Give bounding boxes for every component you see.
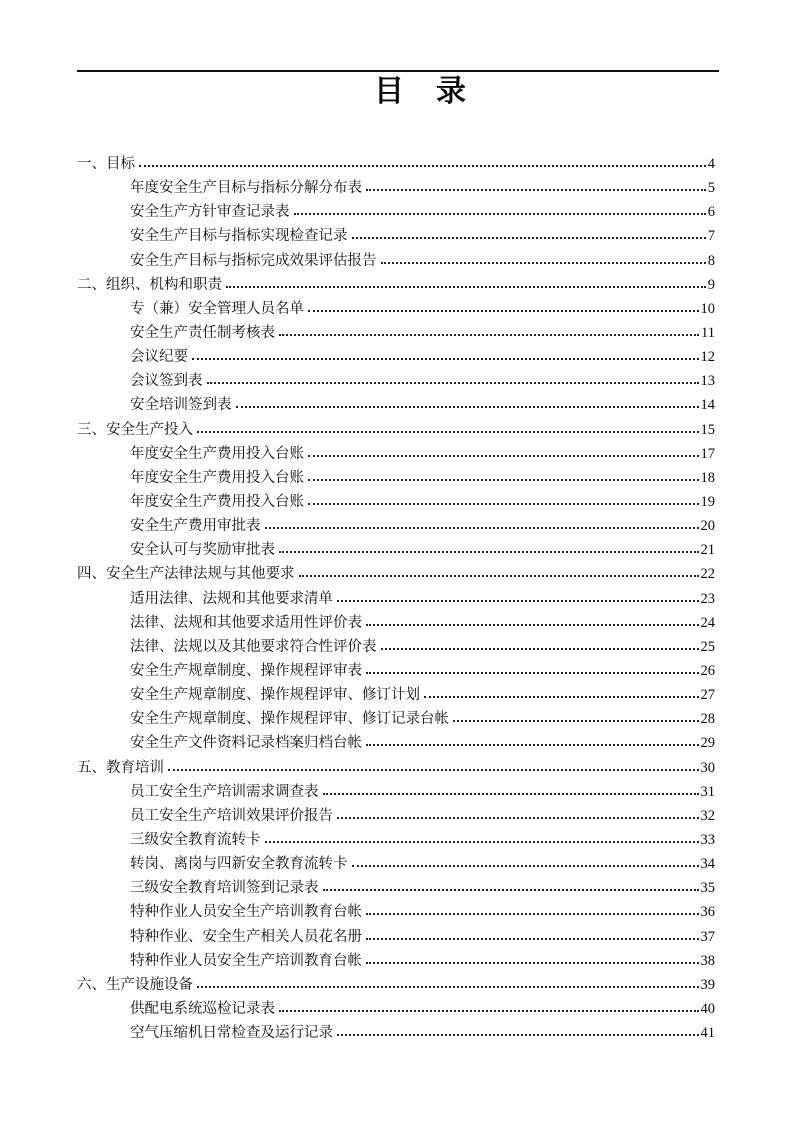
toc-entry-page: 34 xyxy=(700,856,715,873)
toc-leader-dots xyxy=(453,720,699,722)
toc-entry[interactable] xyxy=(77,490,715,514)
toc-entry-page: 38 xyxy=(700,952,715,969)
toc-entry-page: 33 xyxy=(700,831,715,848)
toc-entry[interactable] xyxy=(77,369,715,393)
toc-entry[interactable] xyxy=(77,224,715,248)
toc-entry-label: 空气压缩机日常检查及运行记录 xyxy=(130,1025,333,1042)
toc-entry-page: 30 xyxy=(700,759,715,776)
toc-leader-dots xyxy=(381,648,699,650)
toc-leader-dots xyxy=(352,865,699,867)
toc-entry-label: 安全生产目标与指标完成效果评估报告 xyxy=(130,252,377,269)
toc-entry[interactable] xyxy=(77,562,715,586)
toc-entry-page: 6 xyxy=(707,204,715,221)
toc-entry-page: 41 xyxy=(700,1025,715,1042)
toc-leader-dots xyxy=(308,310,699,312)
toc-entry-page: 9 xyxy=(707,276,715,293)
toc-entry-label: 会议签到表 xyxy=(130,373,203,390)
toc-entry-label: 一、目标 xyxy=(77,156,135,172)
toc-entry-label: 四、安全生产法律法规与其他要求 xyxy=(77,566,295,583)
toc-entry-page: 21 xyxy=(700,542,715,559)
toc-entry-label: 法律、法规和其他要求适用性评价表 xyxy=(130,614,362,631)
toc-entry[interactable] xyxy=(77,393,715,417)
toc-entry-label: 供配电系统巡检记录表 xyxy=(130,1000,275,1017)
toc-leader-dots xyxy=(337,817,699,819)
toc-leader-dots xyxy=(299,575,699,577)
toc-entry-label: 安全生产规章制度、操作规程评审、修订记录台帐 xyxy=(130,711,449,728)
toc-leader-dots xyxy=(265,527,699,529)
toc-entry-page: 25 xyxy=(700,638,715,655)
toc-entry[interactable] xyxy=(77,345,715,369)
toc-leader-dots xyxy=(168,769,699,771)
toc-leader-dots xyxy=(294,213,706,215)
toc-entry[interactable] xyxy=(77,780,715,804)
toc-leader-dots xyxy=(366,624,699,626)
toc-entry-page: 20 xyxy=(700,518,715,535)
header-rule xyxy=(77,70,719,72)
toc-entry[interactable] xyxy=(77,466,715,490)
toc-entry-page: 28 xyxy=(700,711,715,728)
toc-entry-label: 安全生产文件资料记录档案归档台帐 xyxy=(130,735,362,752)
toc-entry-page: 29 xyxy=(700,735,715,752)
toc-entry[interactable] xyxy=(77,1021,715,1045)
toc-leader-dots xyxy=(265,841,699,843)
toc-entry-page: 31 xyxy=(700,783,715,800)
toc-leader-dots xyxy=(236,406,699,408)
toc-entry[interactable] xyxy=(77,635,715,659)
toc-entry-page: 11 xyxy=(701,324,715,341)
toc-entry-page: 23 xyxy=(700,590,715,607)
toc-entry[interactable] xyxy=(77,176,715,200)
toc-entry[interactable] xyxy=(77,442,715,466)
toc-entry-label: 三、安全生产投入 xyxy=(77,421,193,438)
toc-entry-page: 12 xyxy=(700,349,715,366)
toc-leader-dots xyxy=(381,262,706,264)
toc-entry-page: 35 xyxy=(700,880,715,897)
toc-leader-dots xyxy=(197,431,699,433)
toc-entry[interactable] xyxy=(77,949,715,973)
toc-entry-page: 36 xyxy=(700,904,715,921)
toc-leader-dots xyxy=(366,744,699,746)
toc-entry[interactable] xyxy=(77,852,715,876)
toc-leader-dots xyxy=(207,382,699,384)
toc-entry[interactable] xyxy=(77,514,715,538)
toc-entry-label: 安全生产费用审批表 xyxy=(130,518,261,535)
toc-entry-page: 22 xyxy=(700,566,715,583)
toc-entry-label: 专（兼）安全管理人员名单 xyxy=(130,300,304,317)
toc-leader-dots xyxy=(323,889,699,891)
toc-entry[interactable] xyxy=(77,273,715,297)
toc-entry-page: 15 xyxy=(700,421,715,438)
toc-entry[interactable] xyxy=(77,900,715,924)
toc-entry-page: 26 xyxy=(700,662,715,679)
toc-leader-dots xyxy=(424,696,699,698)
toc-entry[interactable] xyxy=(77,973,715,997)
toc-leader-dots xyxy=(352,237,706,239)
toc-entry-label: 安全认可与奖励审批表 xyxy=(130,542,275,559)
toc-entry-label: 安全生产规章制度、操作规程评审表 xyxy=(130,662,362,679)
toc-entry-label: 安全培训签到表 xyxy=(130,397,232,414)
toc-entry-label: 特种作业人员安全生产培训教育台帐 xyxy=(130,904,362,921)
toc-entry-page: 14 xyxy=(700,397,715,414)
toc-entry-page: 37 xyxy=(700,928,715,945)
toc-entry[interactable] xyxy=(77,321,715,345)
toc-leader-dots xyxy=(337,600,699,602)
toc-entry-label: 员工安全生产培训效果评价报告 xyxy=(130,807,333,824)
toc-entry[interactable] xyxy=(77,925,715,949)
toc-entry[interactable] xyxy=(77,731,715,755)
toc-entry[interactable] xyxy=(77,611,715,635)
toc-entry-page: 8 xyxy=(707,252,715,269)
toc-entry-page: 18 xyxy=(700,469,715,486)
toc-entry-label: 特种作业人员安全生产培训教育台帐 xyxy=(130,952,362,969)
toc-entry[interactable] xyxy=(77,707,715,731)
toc-entry-label: 法律、法规以及其他要求符合性评价表 xyxy=(130,638,377,655)
toc-entry-label: 安全生产规章制度、操作规程评审、修订计划 xyxy=(130,687,420,704)
toc-entry-page: 10 xyxy=(700,300,715,317)
toc-entry-label: 三级安全教育流转卡 xyxy=(130,831,261,848)
toc-entry-label: 年度安全生产目标与指标分解分布表 xyxy=(130,180,362,197)
toc-entry-label: 年度安全生产费用投入台账 xyxy=(130,469,304,486)
toc-entry-label: 五、教育培训 xyxy=(77,759,164,776)
toc-entry[interactable] xyxy=(77,756,715,780)
toc-leader-dots xyxy=(366,189,706,191)
toc-entry-page: 19 xyxy=(700,493,715,510)
toc-entry-page: 24 xyxy=(700,614,715,631)
toc-entry[interactable] xyxy=(77,587,715,611)
toc-leader-dots xyxy=(139,165,706,167)
toc-entry-label: 六、生产设施设备 xyxy=(77,976,193,993)
toc-leader-dots xyxy=(366,938,699,940)
toc-entry[interactable] xyxy=(77,297,715,321)
toc-leader-dots xyxy=(192,358,699,360)
toc-entry-page: 13 xyxy=(700,373,715,390)
toc-entry-label: 三级安全教育培训签到记录表 xyxy=(130,880,319,897)
toc-entry-label: 安全生产方针审查记录表 xyxy=(130,204,290,221)
toc-leader-dots xyxy=(197,986,699,988)
toc-leader-dots xyxy=(366,913,699,915)
toc-entry-page: 7 xyxy=(707,228,715,245)
toc-entry[interactable] xyxy=(77,804,715,828)
toc-leader-dots xyxy=(323,793,699,795)
toc-entry-label: 安全生产目标与指标实现检查记录 xyxy=(130,228,348,245)
toc-entry[interactable] xyxy=(77,683,715,707)
toc-entry-label: 员工安全生产培训需求调查表 xyxy=(130,783,319,800)
toc-entry-label: 二、组织、机构和职责 xyxy=(77,276,222,293)
toc-entry-label: 安全生产责任制考核表 xyxy=(130,324,275,341)
toc-list xyxy=(77,152,715,1045)
toc-entry[interactable] xyxy=(77,538,715,562)
toc-leader-dots xyxy=(279,334,699,336)
toc-entry[interactable] xyxy=(77,152,715,176)
toc-entry[interactable] xyxy=(77,200,715,224)
toc-entry-page: 4 xyxy=(707,156,715,172)
toc-leader-dots xyxy=(279,1010,699,1012)
toc-leader-dots xyxy=(366,962,699,964)
toc-entry-page: 5 xyxy=(707,180,715,197)
toc-leader-dots xyxy=(308,503,699,505)
toc-leader-dots xyxy=(366,672,699,674)
toc-entry-page: 40 xyxy=(700,1000,715,1017)
toc-leader-dots xyxy=(279,551,699,553)
toc-entry[interactable] xyxy=(77,876,715,900)
toc-title: 目 录 xyxy=(374,75,467,108)
toc-leader-dots xyxy=(337,1034,699,1036)
toc-entry-label: 年度安全生产费用投入台账 xyxy=(130,493,304,510)
toc-entry-label: 会议纪要 xyxy=(130,349,188,366)
toc-leader-dots xyxy=(226,286,706,288)
toc-entry-label: 适用法律、法规和其他要求清单 xyxy=(130,590,333,607)
toc-entry-page: 27 xyxy=(700,687,715,704)
toc-entry-page: 39 xyxy=(700,976,715,993)
toc-entry-label: 转岗、离岗与四新安全教育流转卡 xyxy=(130,856,348,873)
toc-entry[interactable] xyxy=(77,997,715,1021)
toc-entry[interactable] xyxy=(77,828,715,852)
toc-entry[interactable] xyxy=(77,249,715,273)
toc-entry-label: 年度安全生产费用投入台账 xyxy=(130,445,304,462)
toc-leader-dots xyxy=(308,455,699,457)
toc-entry[interactable] xyxy=(77,659,715,683)
toc-entry-page: 32 xyxy=(700,807,715,824)
toc-entry[interactable] xyxy=(77,418,715,442)
toc-leader-dots xyxy=(308,479,699,481)
toc-entry-page: 17 xyxy=(700,445,715,462)
toc-entry-label: 特种作业、安全生产相关人员花名册 xyxy=(130,928,362,945)
